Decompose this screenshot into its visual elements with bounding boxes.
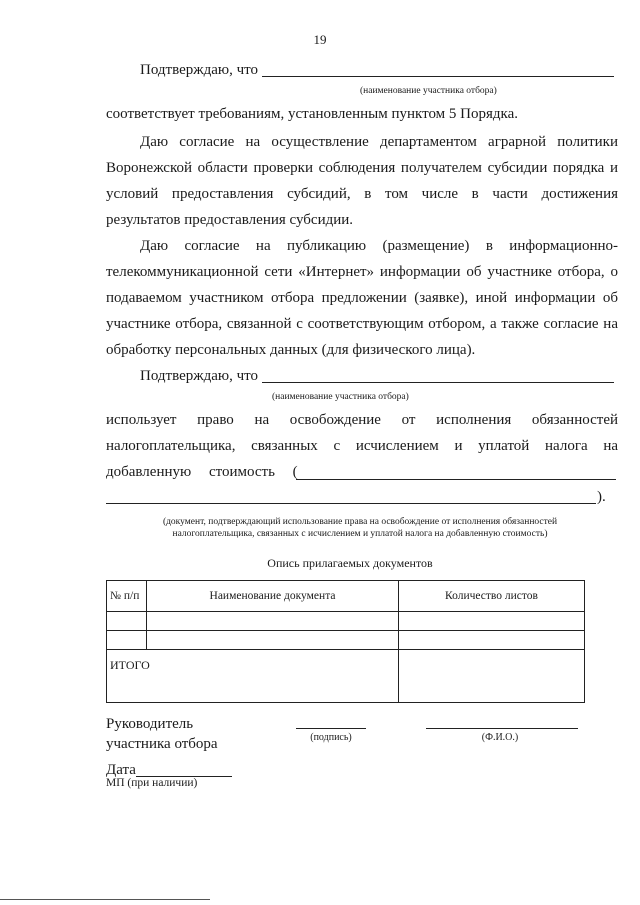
table-total-row (107, 650, 585, 703)
consent2-line: обработку персональных данных (для физического лица). (106, 342, 476, 358)
table-row (107, 612, 585, 631)
total-label-cell: ИТОГО (107, 650, 399, 703)
column-header-number: № п/п (107, 581, 147, 612)
column-header-sheet-count: Количество листов (399, 581, 585, 612)
table-header-row (107, 581, 585, 612)
confirm1-participant-field[interactable] (262, 76, 614, 77)
signatory-role-line1: Руководитель (106, 716, 194, 732)
consent1-line: условий предоставления субсидий, в том числе в части достижения (106, 186, 618, 202)
footnote-separator (0, 899, 210, 900)
date-label: Дата (106, 762, 136, 778)
full-name-field[interactable] (426, 728, 578, 729)
table-cell[interactable] (107, 631, 147, 650)
confirm2-participant-field[interactable] (262, 382, 614, 383)
confirm2-caption: (наименование участника отбора) (272, 392, 409, 402)
signatory-role-line2: участника отбора (106, 736, 218, 752)
consent1-line: Даю согласие на осуществление департаментом аграрной политики (140, 134, 618, 150)
full-name-caption: (Ф.И.О.) (481, 732, 519, 743)
confirm2-caption2: (документ, подтверждающий использование права на освобождение от исполнения обязанностей (162, 517, 558, 527)
table-cell[interactable] (399, 612, 585, 631)
table-cell[interactable] (147, 612, 399, 631)
confirm2-line: использует право на освобождение от исполнения обязанностей (106, 412, 618, 428)
consent2-line: Даю согласие на публикацию (размещение) в информационно- (140, 238, 618, 254)
confirm2-last-line-prefix: добавленную стоимость ( (106, 464, 298, 480)
inventory-title: Опись прилагаемых документов (267, 556, 433, 570)
exemption-document-field[interactable] (296, 479, 616, 480)
table-cell[interactable] (399, 631, 585, 650)
exemption-document-field-continued[interactable] (106, 503, 596, 504)
confirm2-caption2: налогоплательщика, связанных с исчислением и уплатой налога на добавленную стоимость) (172, 529, 548, 539)
table-cell[interactable] (147, 631, 399, 650)
signature-field[interactable] (296, 728, 366, 729)
page-number: 19 (313, 32, 327, 47)
consent2-line: телекоммуникационной сети «Интернет» информации об участнике отбора, о (106, 264, 618, 280)
consent1-line: Воронежской области проверки соблюдения получателем субсидии порядка и (106, 160, 618, 176)
consent2-line: подаваемом участником отбора предложении (заявке), иной информации об (106, 290, 618, 306)
confirm2-prefix: Подтверждаю, что (140, 368, 259, 384)
confirm2-line: налогоплательщика, связанных с исчислением и уплатой налога на (106, 438, 618, 454)
stamp-label: МП (при наличии) (106, 777, 198, 789)
total-value-cell[interactable] (399, 650, 585, 703)
confirm1-continuation: соответствует требованиям, установленным пунктом 5 Порядка. (106, 106, 518, 122)
documents-table (106, 580, 585, 703)
confirm1-prefix: Подтверждаю, что (140, 62, 259, 78)
column-header-document-name: Наименование документа (147, 581, 399, 612)
confirm2-closing: ). (597, 489, 606, 505)
table-cell[interactable] (107, 612, 147, 631)
table-row (107, 631, 585, 650)
consent2-line: участнике отбора, связанной с соответствующим отбором, а также согласие на (106, 316, 618, 332)
confirm1-caption: (наименование участника отбора) (360, 86, 497, 96)
consent1-line: результатов предоставления субсидии. (106, 212, 354, 228)
signature-caption: (подпись) (310, 732, 352, 743)
